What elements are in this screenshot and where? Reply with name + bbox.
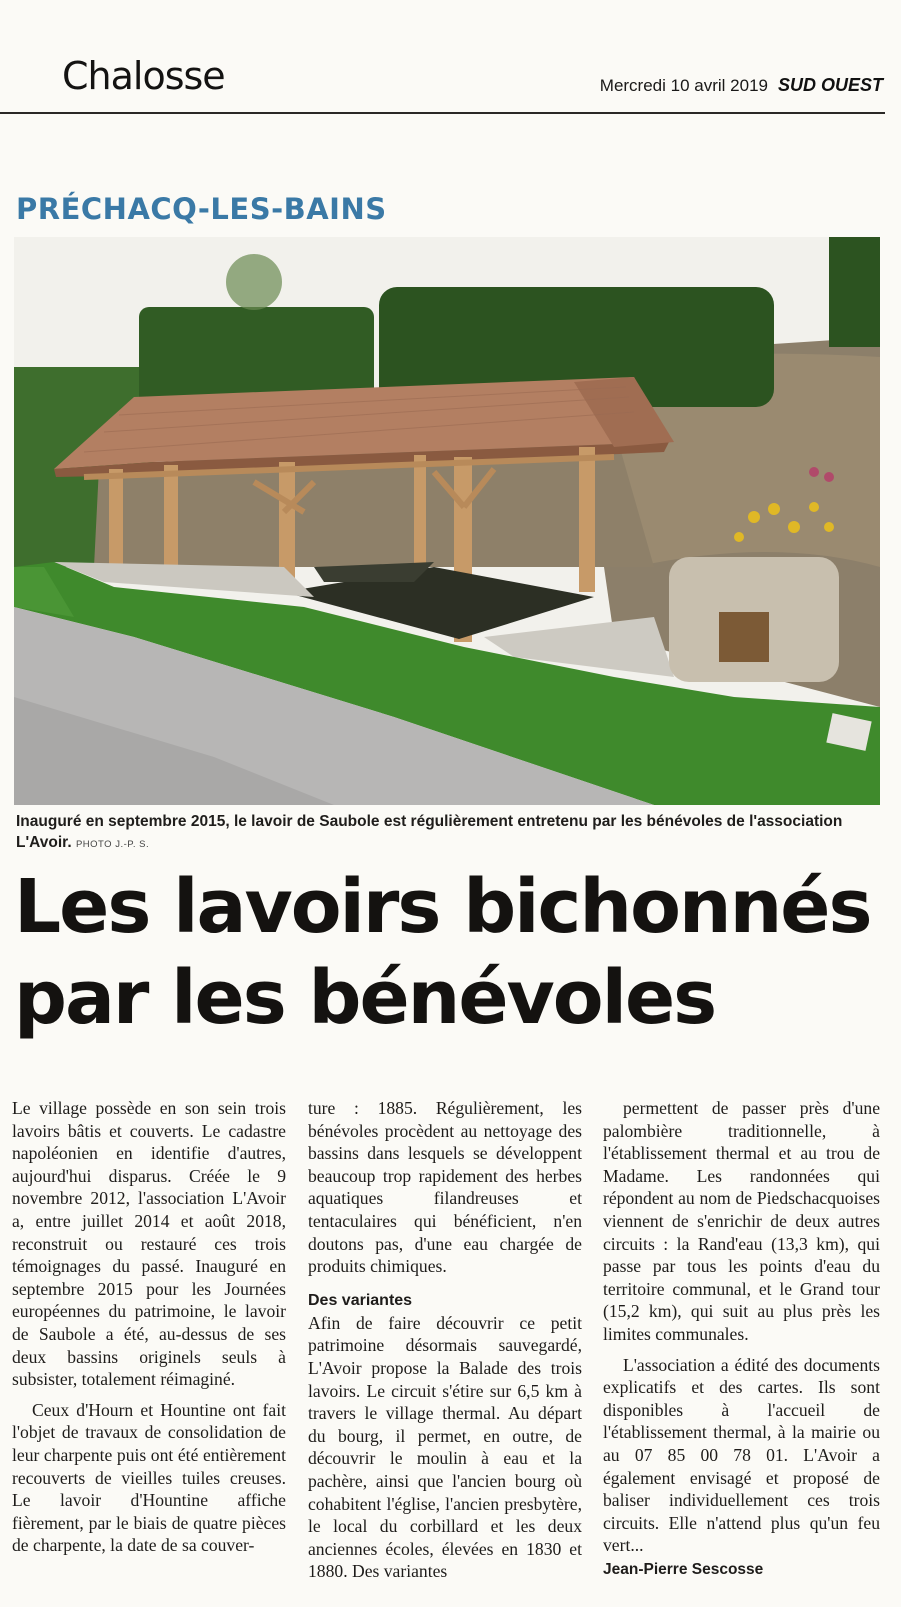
header-meta [600, 75, 883, 96]
lavoir-photo-illustration [14, 237, 880, 805]
paragraph: Ceux d'Hourn et Hountine ont fait l'objet de travaux de consolidation de leur charpente puis ont été entièrement recouverts de vieilles tuiles creuses. Le lavoir d'Hountine affiche fièrement, par le biais de quatre pièces de charpente, la date de sa couver- [12, 1399, 286, 1556]
headline-line-2: par les bénévoles [14, 955, 716, 1041]
photo-caption [16, 811, 881, 855]
paragraph: ture : 1885. Régulièrement, les bénévoles procèdent au nettoyage des bassins dans lesquels se développent beaucoup trop rapidement des herbes aquatiques filandreuses et tentaculaires qui bénéficient, n'en doutons pas, d'une eau chargée de produits chimiques. [308, 1098, 582, 1277]
header-rule [0, 112, 885, 114]
author-byline: Jean-Pierre Sescosse [603, 1560, 764, 1578]
body-column-3 [603, 1097, 880, 1581]
subheading: Des variantes [308, 1291, 413, 1309]
location-kicker: PRÉCHACQ-LES-BAINS [16, 192, 387, 226]
publication-date: Mercredi 10 avril 2019 [599, 76, 768, 95]
article-photo [14, 237, 880, 805]
body-column-2 [308, 1097, 582, 1583]
photo-credit: PHOTO J.-P. S. [75, 839, 150, 850]
page-header [0, 0, 901, 116]
headline-line-1: Les lavoirs bichonnés [14, 864, 871, 950]
caption-text: Inauguré en septembre 2015, le lavoir de Saubole est régulièrement entretenu par les bénévoles de l'association L'Avoir. [16, 813, 843, 851]
paragraph: L'association a édité des documents explicatifs et des cartes. Ils sont disponibles à l'accueil de l'établissement thermal, à la mairie ou au 07 85 00 78 01. L'Avoir a également envisagé et proposé de baliser individuellement ces trois circuits. Elle n'attend plus qu'un feu vert... [603, 1354, 880, 1556]
paragraph: Afin de faire découvrir ce petit patrimoine désormais sauvegardé, L'Avoir propose la Balade des trois lavoirs. Le circuit s'étire sur 6,5 km à travers le village thermal. Au départ du bourg, il permet, en outre, de découvrir le moulin à eau et la pachère, ainsi que l'ancien bourg où cohabitent l'église, l'ancien presbytère, le local du corbillard et les deux anciennes écoles, élevées en 1830 et 1880. Des variantes [308, 1312, 582, 1582]
paragraph: permettent de passer près d'une palombière traditionnelle, à l'établissement thermal et au trou de Madame. Les randonnées qui répondent au nom de Piedschacquoises viennent de s'enrichir de deux autres circuits : la Rand'eau (13,3 km), qui passe par tous les points d'eau du territoire communal, et le Grand tour (15,2 km), qui suit au plus près les limites communales. [603, 1098, 880, 1344]
newspaper-logo: SUD OUEST [777, 75, 883, 95]
body-column-1 [12, 1097, 286, 1557]
section-title: Chalosse [62, 54, 225, 98]
article-headline [14, 862, 894, 1044]
paragraph: Le village possède en son sein trois lavoirs bâtis et couverts. Le cadastre napoléonien en identifie d'autres, aujourd'hui disparus. Créée le 9 novembre 2012, l'association L'Avoir a, entre juillet 2014 et août 2018, reconstruit ou restauré ces trois témoignages du passé. Inauguré en septembre 2015 pour les Journées européennes du patrimoine, le lavoir de Saubole a été, au-dessus de ses deux bassins originels seuls à subsister, totalement réimaginé. [12, 1098, 286, 1390]
